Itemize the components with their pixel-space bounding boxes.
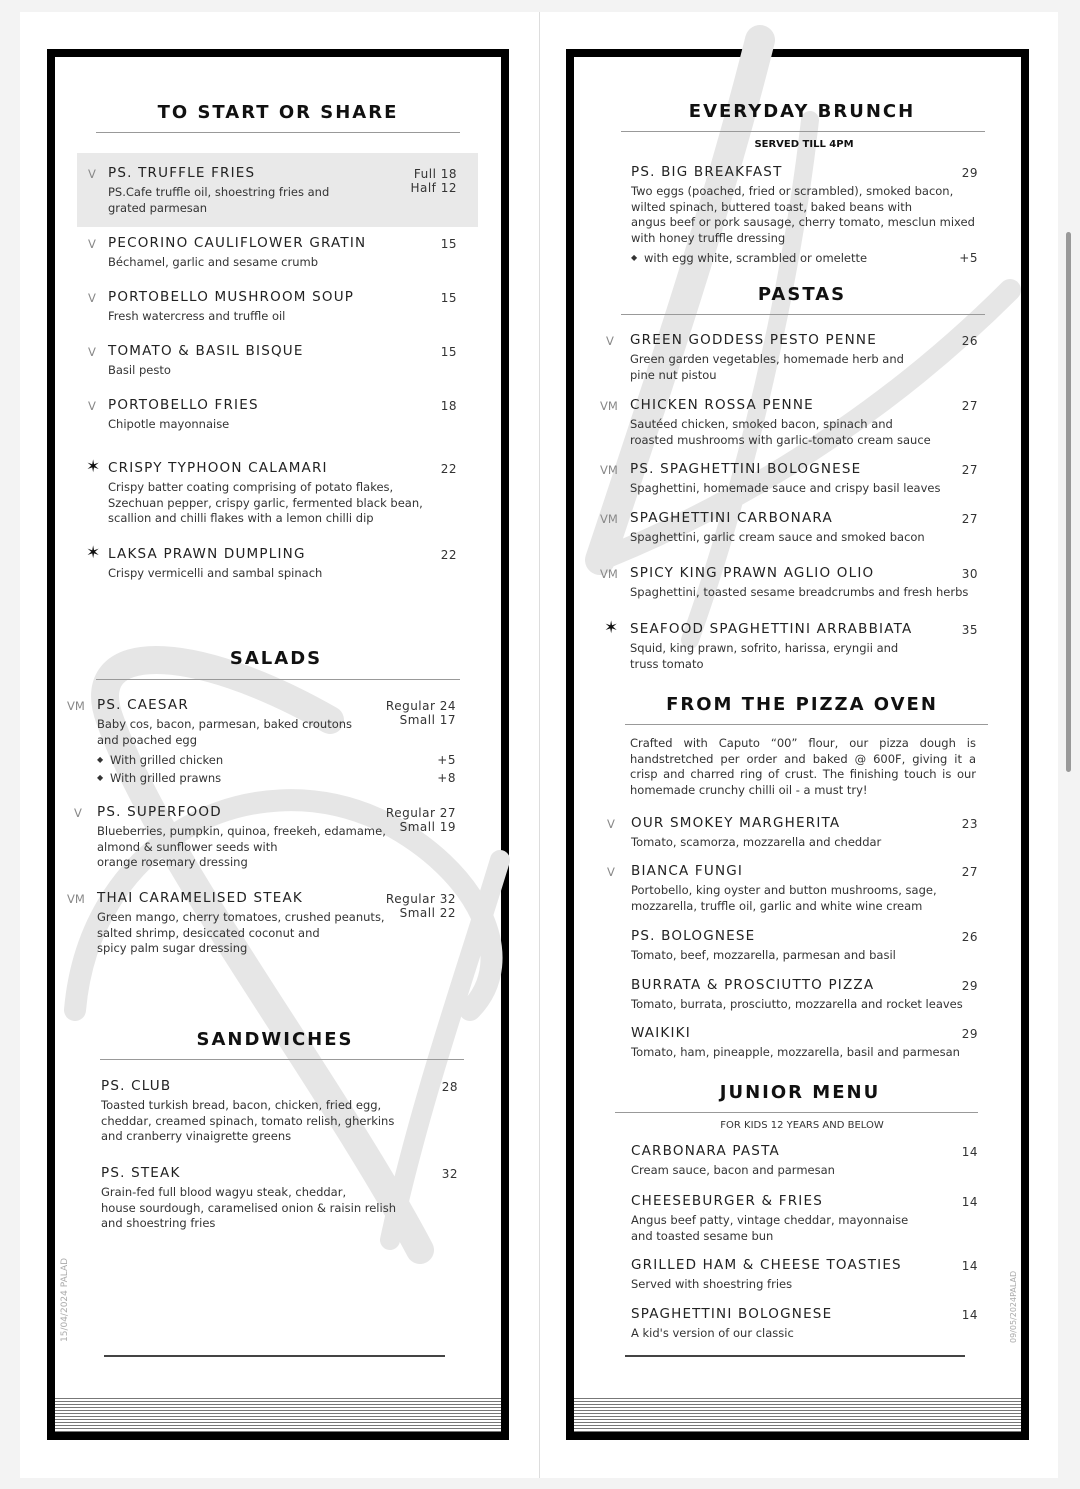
menu-item-price: 30 [961, 567, 978, 581]
dietary-marker: V [88, 291, 96, 305]
menu-item-description: Baby cos, bacon, parmesan, baked croutons [97, 717, 353, 731]
dietary-marker: VM [600, 567, 618, 581]
menu-item-name: OUR SMOKEY MARGHERITA [631, 815, 841, 831]
menu-item-description: Green mango, cherry tomatoes, crushed peanuts, [97, 910, 385, 924]
menu-item-description: Toasted turkish bread, bacon, chicken, fried egg, [101, 1098, 382, 1112]
menu-item-description: pine nut pistou [630, 367, 717, 382]
menu-item-description: Fresh watercress and truffle oil [108, 309, 286, 323]
menu-item-price: Regular 24 [385, 699, 456, 713]
section-intro: Crafted with Caputo “00” flour, our pizza dough is handstretched per order and baked @ 600F, giving it a crisp and charred ring of crust. The finishing touch is our homemade crunchy chilli oil - a must try! [630, 736, 976, 797]
menu-item-description: Two eggs (poached, fried or scrambled), smoked bacon, [631, 184, 954, 198]
dietary-marker: V [74, 806, 82, 820]
menu-item-description: cheddar, creamed spinach, tomato relish, gherkins [101, 1113, 395, 1128]
section-title: SANDWICHES [196, 1029, 354, 1050]
signature-star-icon: ✶ [86, 543, 101, 563]
dietary-marker: V [607, 865, 615, 879]
menu-item-description: Tomato, burrata, prosciutto, mozzarella and rocket leaves [631, 997, 963, 1011]
section-title: TO START OR SHARE [157, 102, 399, 123]
menu-item-description: angus beef or pork sausage, cherry tomato, mesclun mixed [631, 215, 975, 229]
menu-item-price: 29 [961, 1027, 978, 1041]
menu-item-description: and cranberry vinaigrette greens [101, 1129, 292, 1143]
dietary-marker: V [88, 167, 96, 181]
dietary-marker: VM [67, 892, 85, 906]
menu-item-price: Small 19 [399, 820, 456, 834]
print-code: 15/04/2024 PALAD [60, 1257, 70, 1342]
menu-item-description: Grain-fed full blood wagyu steak, cheddar, [101, 1185, 347, 1199]
bullet-icon: ◆ [97, 773, 104, 782]
menu-item-name: CRISPY TYPHOON CALAMARI [108, 460, 328, 476]
menu-item-price: Regular 27 [385, 806, 456, 820]
menu-item-description: Spaghettini, homemade sauce and crispy basil leaves [630, 481, 941, 495]
menu-item-name: PS. SUPERFOOD [97, 804, 222, 820]
section-title: JUNIOR MENU [719, 1082, 881, 1103]
addon-price: +8 [437, 771, 456, 785]
menu-item-description: Spaghettini, toasted sesame breadcrumbs and fresh herbs [630, 585, 969, 599]
menu-item-description: Tomato, beef, mozzarella, parmesan and basil [631, 948, 896, 962]
menu-item-name: GRILLED HAM & CHEESE TOASTIES [631, 1257, 902, 1273]
menu-item-name: SEAFOOD SPAGHETTINI ARRABBIATA [630, 621, 913, 637]
menu-item-description: Szechuan pepper, crispy garlic, fermented black bean, [108, 495, 423, 510]
menu-item-description: Green garden vegetables, homemade herb and [630, 352, 904, 366]
menu-item-description: orange rosemary dressing [97, 855, 248, 869]
menu-item-price: 29 [961, 166, 978, 180]
menu-item-description: scallion and chilli flakes with a lemon chilli dip [108, 511, 374, 525]
menu-item-name: PS. CLUB [101, 1078, 172, 1094]
section-title: FROM THE PIZZA OVEN [666, 694, 938, 715]
menu-item-description: spicy palm sugar dressing [97, 941, 248, 955]
menu-item-description: A kid's version of our classic [631, 1326, 794, 1340]
addon-label: With grilled prawns [110, 771, 222, 785]
menu-item-description: Cream sauce, bacon and parmesan [631, 1163, 835, 1177]
menu-item-name: SPAGHETTINI BOLOGNESE [631, 1306, 833, 1322]
dietary-marker: VM [600, 463, 618, 477]
menu-item-description: truss tomato [630, 656, 704, 671]
menu-item-description: Crispy batter coating comprising of potato flakes, [108, 480, 394, 494]
menu-item-description: Crispy vermicelli and sambal spinach [108, 566, 323, 580]
menu-item-name: CHEESEBURGER & FRIES [631, 1193, 823, 1209]
menu-item-name: PS. BIG BREAKFAST [631, 164, 783, 180]
menu-item-name: SPAGHETTINI CARBONARA [630, 510, 833, 526]
menu-item-description: Chipotle mayonnaise [108, 417, 230, 431]
section-rule [100, 1059, 464, 1060]
menu-item-description: Béchamel, garlic and sesame crumb [108, 255, 319, 269]
menu-item-name: CARBONARA PASTA [631, 1143, 780, 1159]
menu-item-price: Small 22 [399, 906, 456, 920]
menu-item-price: 18 [440, 399, 457, 413]
addon-label: with egg white, scrambled or omelette [644, 251, 868, 265]
menu-item-name: LAKSA PRAWN DUMPLING [108, 546, 306, 562]
menu-item-price: 35 [961, 623, 978, 637]
menu-item-price: Regular 32 [385, 892, 456, 906]
menu-item-name: PS. CAESAR [97, 697, 189, 713]
menu-item-description: and poached egg [97, 732, 197, 747]
menu-item-description: mozzarella, truffle oil, garlic and white wine cream [631, 898, 923, 913]
menu-item-description: Basil pesto [108, 363, 171, 377]
menu-item-price: 14 [961, 1145, 978, 1159]
menu-item-name: BIANCA FUNGI [631, 863, 744, 879]
menu-item-description: roasted mushrooms with garlic-tomato cream sauce [630, 432, 931, 447]
menu-item-price: 27 [961, 463, 978, 477]
menu-item-price: 14 [961, 1308, 978, 1322]
menu-item-price: Half 12 [410, 181, 457, 195]
menu-item-description: and toasted sesame bun [631, 1228, 774, 1243]
section-subtitle: FOR KIDS 12 YEARS AND BELOW [720, 1120, 884, 1131]
menu-item-name: PS. SPAGHETTINI BOLOGNESE [630, 461, 862, 477]
menu-item-name: SPICY KING PRAWN AGLIO OLIO [630, 565, 875, 581]
menu-item-description: and shoestring fries [101, 1216, 216, 1230]
menu-item-description: house sourdough, caramelised onion & raisin relish [101, 1200, 396, 1215]
dietary-marker: V [88, 237, 96, 251]
dietary-marker: V [606, 334, 614, 348]
menu-item-price: 26 [961, 334, 978, 348]
menu-item-price: 15 [440, 291, 457, 305]
menu-item-name: PS. STEAK [101, 1165, 181, 1181]
menu-item-description: Spaghettini, garlic cream sauce and smoked bacon [630, 530, 925, 544]
menu-item-price: 27 [961, 512, 978, 526]
menu-item-name: PORTOBELLO FRIES [108, 397, 259, 413]
bottom-rule [625, 1355, 965, 1357]
menu-item-description: Served with shoestring fries [631, 1277, 793, 1291]
menu-item-price: 27 [961, 865, 978, 879]
menu-item-name: THAI CARAMELISED STEAK [97, 890, 303, 906]
menu-item-price: 15 [440, 237, 457, 251]
section-rule [96, 679, 460, 680]
dietary-marker: VM [67, 699, 85, 713]
menu-item-name: PS. BOLOGNESE [631, 928, 756, 944]
addon-price: +5 [437, 753, 456, 767]
menu-item-description: Tomato, ham, pineapple, mozzarella, basil and parmesan [631, 1045, 960, 1059]
menu-item-name: WAIKIKI [631, 1025, 691, 1041]
menu-item-description: salted shrimp, desiccated coconut and [97, 925, 320, 940]
section-title: SALADS [229, 648, 323, 669]
menu-item-price: 14 [961, 1259, 978, 1273]
menu-item-description: Angus beef patty, vintage cheddar, mayonnaise [631, 1213, 909, 1227]
addon-label: With grilled chicken [110, 753, 224, 767]
bullet-icon: ◆ [97, 755, 104, 764]
dietary-marker: V [88, 345, 96, 359]
menu-item-price: 32 [441, 1167, 458, 1181]
menu-item-name: TOMATO & BASIL BISQUE [108, 343, 304, 359]
section-subtitle: SERVED TILL 4PM [754, 139, 854, 150]
bottom-rule [104, 1355, 445, 1357]
menu-item-price: 23 [961, 817, 978, 831]
menu-item-description: Tomato, scamorza, mozzarella and cheddar [631, 835, 882, 849]
signature-star-icon: ✶ [86, 457, 101, 477]
bullet-icon: ◆ [631, 253, 638, 262]
menu-item-price: 15 [440, 345, 457, 359]
menu-item-description: almond & sunflower seeds with [97, 839, 278, 854]
menu-item-description: wilted spinach, buttered toast, baked beans with [631, 199, 913, 214]
section-rule [615, 1112, 978, 1113]
menu-item-description: Sautéed chicken, smoked bacon, spinach and [630, 417, 893, 431]
menu-item-price: 27 [961, 399, 978, 413]
section-rule [621, 131, 985, 132]
menu-item-description: Portobello, king oyster and button mushrooms, sage, [631, 883, 937, 897]
print-code: 09/05/2024PALAD [1009, 1270, 1018, 1343]
menu-item-price: 29 [961, 979, 978, 993]
menu-item-price: 22 [440, 548, 457, 562]
dietary-marker: V [607, 817, 615, 831]
menu-item-name: GREEN GODDESS PESTO PENNE [630, 332, 877, 348]
menu-item-description: Squid, king prawn, sofrito, harissa, eryngii and [630, 641, 899, 655]
menu-item-description: Blueberries, pumpkin, quinoa, freekeh, edamame, [97, 824, 386, 838]
menu-item-name: PORTOBELLO MUSHROOM SOUP [108, 289, 355, 305]
menu-item-name: BURRATA & PROSCIUTTO PIZZA [631, 977, 875, 993]
dietary-marker: V [88, 399, 96, 413]
signature-star-icon: ✶ [604, 618, 619, 638]
menu-item-description: with honey truffle dressing [631, 230, 786, 245]
dietary-marker: VM [600, 512, 618, 526]
addon-price: +5 [959, 251, 978, 265]
menu-item-description: grated parmesan [108, 200, 208, 215]
section-rule [96, 132, 460, 133]
menu-item-price: Full 18 [413, 167, 457, 181]
menu-item-price: Small 17 [399, 713, 456, 727]
menu-item-price: 14 [961, 1195, 978, 1209]
menu-item-description: PS.Cafe truffle oil, shoestring fries and [108, 185, 330, 199]
menu-item-name: CHICKEN ROSSA PENNE [630, 397, 814, 413]
section-rule [625, 724, 988, 725]
dietary-marker: VM [600, 399, 618, 413]
section-title: EVERYDAY BRUNCH [688, 101, 916, 122]
menu-item-price: 28 [441, 1080, 458, 1094]
section-rule [621, 314, 985, 315]
menu-item-price: 26 [961, 930, 978, 944]
menu-item-name: PS. TRUFFLE FRIES [108, 165, 256, 181]
menu-item-price: 22 [440, 462, 457, 476]
menu-item-name: PECORINO CAULIFLOWER GRATIN [108, 235, 367, 251]
section-title: PASTAS [757, 284, 847, 305]
